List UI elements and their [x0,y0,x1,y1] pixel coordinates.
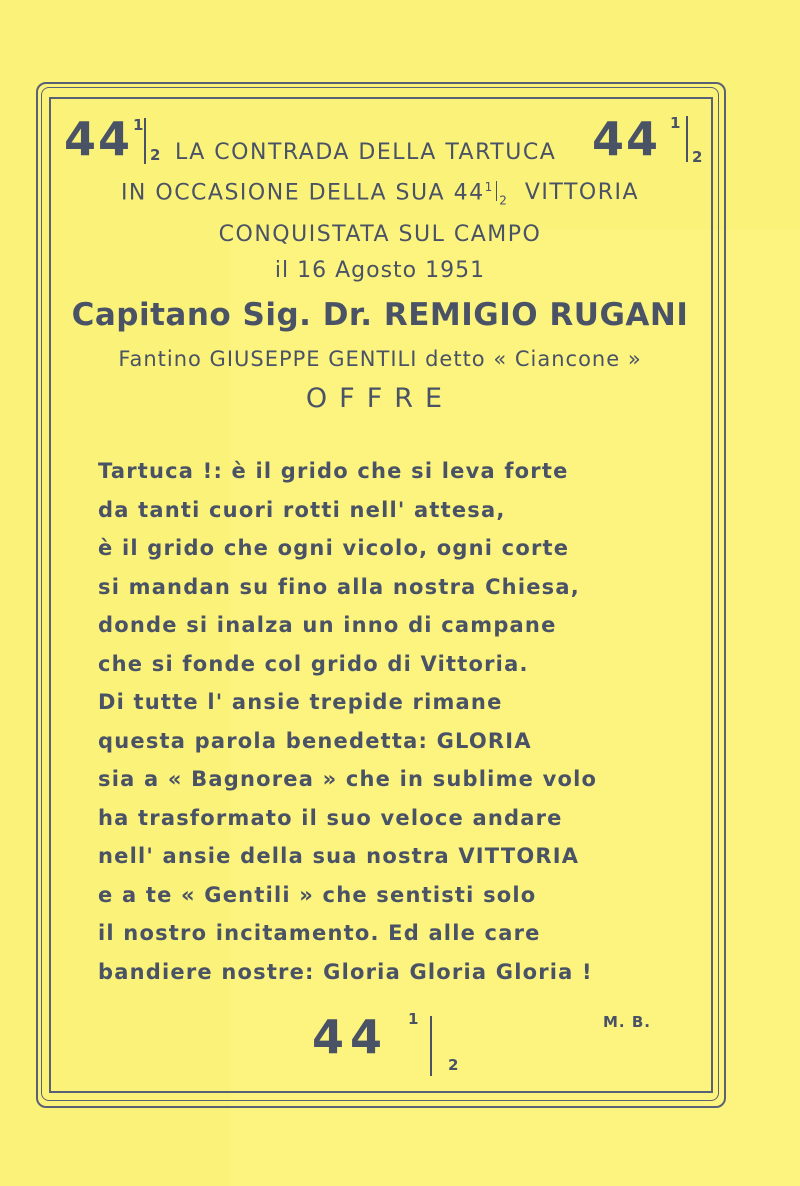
captain-line: Capitano Sig. Dr. REMIGIO RUGANI [71,297,689,333]
fraction-whole: 44 [312,1010,389,1064]
signature: M. B. [603,1013,651,1031]
date-line: il 16 Agosto 1951 [274,258,486,283]
poem-line: che si fonde col grido di Vittoria. [98,651,529,676]
poem-line: sia a « Bagnorea » che in sublime volo [98,767,598,791]
fraction-whole: 44 [64,112,133,166]
fraction-denominator: 2 [692,148,703,166]
fraction-denominator: 2 [150,146,161,164]
header-title: LA CONTRADA DELLA TARTUCA [175,140,557,165]
occasion-fraction-bar [496,181,498,201]
occasion-prefix: IN OCCASIONE DELLA SUA 44 [120,180,485,206]
poem-line: Di tutte l' ansie trepide rimane [98,690,503,714]
fraction-numerator: 1 [670,114,681,132]
poem-line: questa parola benedetta: GLORIA [98,728,532,753]
fraction-bar [686,116,688,162]
fraction-whole: 44 [592,112,661,166]
footer-fraction [312,1010,472,1080]
fraction-denominator: 2 [448,1056,459,1074]
poem-line: nell' ansie della sua nostra VITTORIA [98,844,580,868]
fraction-numerator: 1 [133,116,144,134]
occasion-fraction-den: 2 [499,193,509,208]
poem-line: si mandan su fino alla nostra Chiesa, [98,574,580,599]
fraction-bar [430,1016,432,1076]
header-fraction-left [64,112,174,172]
poem-line: Tartuca !: è il grido che si leva forte [98,459,569,483]
poem-line: donde si inalza un inno di campane [98,613,557,637]
fraction-numerator: 1 [408,1010,419,1028]
poem [98,452,698,991]
occasion-line [50,180,710,208]
jockey-line: Fantino GIUSEPPE GENTILI detto « Ciancone » [118,347,642,371]
occasion-fraction-num: 1 [484,180,494,194]
poem-line: ha trasformato il suo veloce andare [98,805,563,830]
poem-line: è il grido che ogni vicolo, ogni corte [98,536,570,560]
poem-line: e a te « Gentili » che sentisti solo [98,882,537,907]
poem-line: il nostro incitamento. Ed alle care [98,921,541,945]
conquest-line: CONQUISTATA SUL CAMPO [218,222,542,247]
fraction-bar [144,118,146,164]
header-fraction-right [592,112,707,172]
occasion-suffix: VITTORIA [524,180,640,206]
offers-line: OFFRE [305,383,455,414]
poem-line: bandiere nostre: Gloria Gloria Gloria ! [98,959,593,984]
poem-line: da tanti cuori rotti nell' attesa, [98,497,506,522]
